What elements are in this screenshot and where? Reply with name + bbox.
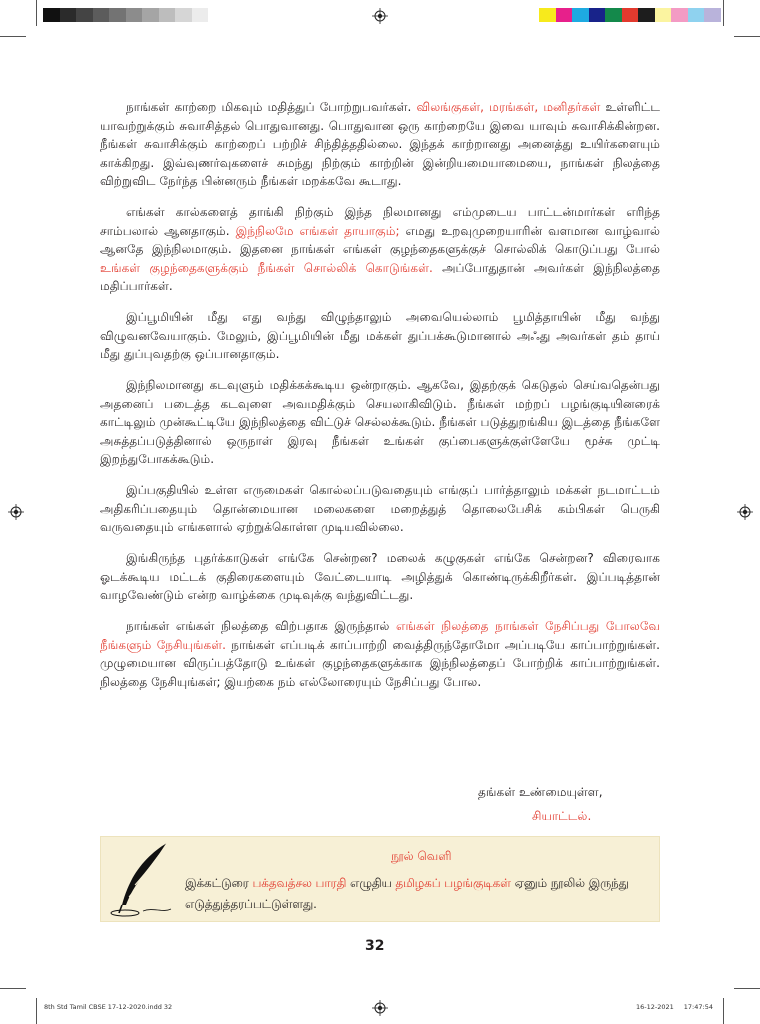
- registration-mark-icon: [372, 8, 388, 24]
- source-box-title: நூல் வெளி: [391, 849, 452, 863]
- color-bar-swatch: [704, 8, 721, 22]
- gray-bar-swatch: [126, 8, 143, 22]
- timestamp-slug: [636, 1003, 723, 1011]
- page-number: 32: [365, 938, 385, 954]
- slug-date: 16-12-2021: [636, 1003, 674, 1011]
- text-run: உள்ளிட்ட யாவற்றுக்கும் சுவாசித்தல் பொதுவானது. பொதுவான ஒரு காற்றையே இவை யாவும் சுவாசிக்கின்றன. நீங்கள் சுவாசிக்கும் காற்றைப் பற்றிச் சிந்தித்ததில்லை. இந்தக் காற்றானது அனைத்து உயிர்களையும் காக்கிறது. இவ்வுணர்வுகளைச் சுமந்து நிற்கும் காற்றின் இன்றியமையாமையை, நாங்கள் நிலத்தை விற்றுவிட நேர்ந்த பின்னரும் நீங்கள் மறக்கவே கூடாது.: [100, 100, 660, 188]
- highlighted-phrase: தமிழகப் பழங்குடிகள்: [395, 876, 511, 890]
- text-run: இப்பூமியின் மீது எது வந்து விழுந்தாலும் அவையெல்லாம் பூமித்தாயின் மீது வந்து விழுவனவேயாகும். மேலும், இப்பூமியின் மீது மக்கள் துப்பக்கூடுமானால் அஃது அவர்கள் தம் தாய் மீது துப்புவதற்கு ஒப்பானதாகும்.: [100, 310, 660, 361]
- gray-bar-swatch: [192, 8, 209, 22]
- paragraph: [100, 549, 660, 605]
- text-run: எங்கள் கால்களைத் தாங்கி நிற்கும் இந்த நிலமானது எம்முடைய பாட்டன்மார்கள் எரிந்த சாம்பலால் ஆனதாகும்.: [100, 205, 660, 238]
- color-bar-strip: [539, 8, 721, 22]
- paragraph: [100, 376, 660, 469]
- crop-mark: [0, 36, 26, 37]
- text-run: இப்பகுதியில் உள்ள எருமைகள் கொல்லப்படுவதையும் எங்குப் பார்த்தாலும் மக்கள் நடமாட்டம் அதிகரிப்பதையும் தொன்மையான மலைகளை மறைத்துத் தொலைபேசிக் கம்பிகள் பெருகி வருவதையும் எங்களால் ஏற்றுக்கொள்ள முடியவில்லை.: [100, 483, 660, 534]
- text-run: எழுதிய: [346, 876, 396, 890]
- gray-bar-swatch: [159, 8, 176, 22]
- color-bar-swatch: [572, 8, 589, 22]
- color-bar-swatch: [556, 8, 573, 22]
- gray-bar-swatch: [93, 8, 110, 22]
- highlighted-phrase: இந்நிலமே எங்கள் தாயாகும்;: [235, 223, 400, 238]
- gray-bar-swatch: [76, 8, 93, 22]
- gray-bar-swatch: [142, 8, 159, 22]
- text-run: இந்நிலமானது கடவுளும் மதிக்கக்கூடிய ஒன்றாகும். ஆகவே, இதற்குக் கெடுதல் செய்வதென்பது அதனைப் படைத்த கடவுளை அவமதிக்கும் செயலாகிவிடும். நீங்கள் மற்றப் பழங்குடியினரைக் காட்டிலும் முன்கூட்டியே இந்நிலத்தை விட்டுச் செல்லக்கூடும். நீங்கள் படுத்துறங்கிய இடத்தை நீங்களே அசுத்தப்படுத்தினால் ஒருநாள் இரவு நீங்கள் உங்கள் குப்பைகளுக்குள்ளேயே மூச்சு முட்டி இறந்துபோகக்கூடும்.: [100, 378, 660, 466]
- text-run: நாங்கள் எங்கள் நிலத்தை விற்பதாக இருந்தால்: [126, 619, 397, 633]
- slug-time: 17:47:54: [683, 1003, 713, 1011]
- text-run: நாங்கள் காற்றை மிகவும் மதித்துப் போற்றுபவர்கள்.: [126, 100, 417, 114]
- color-bar-swatch: [688, 8, 705, 22]
- text-run: அப்போதுதான் அவர்கள் இந்நிலத்தை மதிப்பார்கள்.: [100, 260, 661, 293]
- crop-mark: [36, 998, 37, 1024]
- text-run: இக்கட்டுரை: [185, 876, 253, 890]
- crop-mark: [723, 998, 724, 1024]
- crop-mark: [36, 0, 37, 26]
- paragraph: [100, 98, 660, 191]
- gray-bar-swatch: [175, 8, 192, 22]
- color-bar-swatch: [671, 8, 688, 22]
- registration-mark-icon: [737, 504, 753, 520]
- source-info-box: [100, 836, 660, 922]
- crop-mark: [734, 36, 760, 37]
- sign-off: தங்கள் உண்மையுள்ள,: [478, 785, 603, 799]
- color-bar-swatch: [539, 8, 556, 22]
- signature: சியாட்டல்.: [532, 809, 592, 823]
- grayscale-bar-strip: [43, 8, 208, 22]
- gray-bar-swatch: [109, 8, 126, 22]
- crop-mark: [734, 988, 760, 989]
- color-bar-swatch: [622, 8, 639, 22]
- paragraph: [100, 203, 660, 296]
- paragraph: [100, 481, 660, 537]
- text-run: நாங்கள் எப்படிக் காப்பாற்றி வைத்திருந்தோமோ அப்படியே காப்பாற்றுங்கள். முழுமையான விருப்பத்தோடு உங்கள் குழந்தைகளுக்காக இந்நிலத்தைப் போற்றிக் காப்பாற்றுங்கள். நிலத்தை நேசியுங்கள்; இயற்கை நம் எல்லோரையும் நேசிப்பது போல.: [100, 637, 660, 689]
- gray-bar-swatch: [43, 8, 60, 22]
- registration-mark-icon: [372, 1000, 388, 1016]
- paragraph: [100, 617, 660, 691]
- text-run: எமது உறவுமுறையாரின் வளமான வாழ்வால் ஆனதே இந்நிலமாகும். இதனை நாங்கள் எங்கள் குழந்தைகளுக்குச் சொல்லிக் கொடுப்பது போல்: [100, 223, 660, 256]
- color-bar-swatch: [605, 8, 622, 22]
- registration-mark-icon: [8, 504, 24, 520]
- color-bar-swatch: [589, 8, 606, 22]
- gray-bar-swatch: [60, 8, 77, 22]
- text-run: இங்கிருந்த புதர்க்காடுகள் எங்கே சென்றன? மலைக் கழுகுகள் எங்கே சென்றன? விரைவாக ஓடக்கூடிய மட்டக் குதிரைகளையும் வேட்டையாடி அழித்துக் கொண்டிருக்கிறீர்கள். இப்படித்தான் வாழவேண்டும் என்ற வாழ்க்கை முடிவுக்கு வந்துவிட்டது.: [100, 551, 660, 602]
- crop-mark: [723, 0, 724, 26]
- crop-mark: [0, 988, 26, 989]
- highlighted-phrase: உங்கள் குழந்தைகளுக்கும் நீங்கள் சொல்லிக் கொடுங்கள்.: [100, 260, 433, 275]
- color-bar-swatch: [655, 8, 672, 22]
- text-run: ஏனும் நூலில் இருந்து எடுத்துத்தரப்பட்டுள்ளது.: [185, 876, 629, 911]
- highlighted-phrase: எங்கள் நிலத்தை நாங்கள் நேசிப்பது போலவே நீங்களும் நேசியுங்கள்.: [100, 619, 660, 652]
- highlighted-phrase: பக்தவத்சல பாரதி: [252, 876, 347, 890]
- color-bar-swatch: [638, 8, 655, 22]
- letter-body: [100, 98, 660, 704]
- file-slug: 8th Std Tamil CBSE 17-12-2020.indd 32: [44, 1003, 173, 1011]
- source-box-text: [185, 873, 645, 915]
- paragraph: [100, 308, 660, 364]
- quill-inkpot-icon: [109, 841, 175, 919]
- highlighted-phrase: விலங்குகள், மரங்கள், மனிதர்கள்: [416, 100, 601, 114]
